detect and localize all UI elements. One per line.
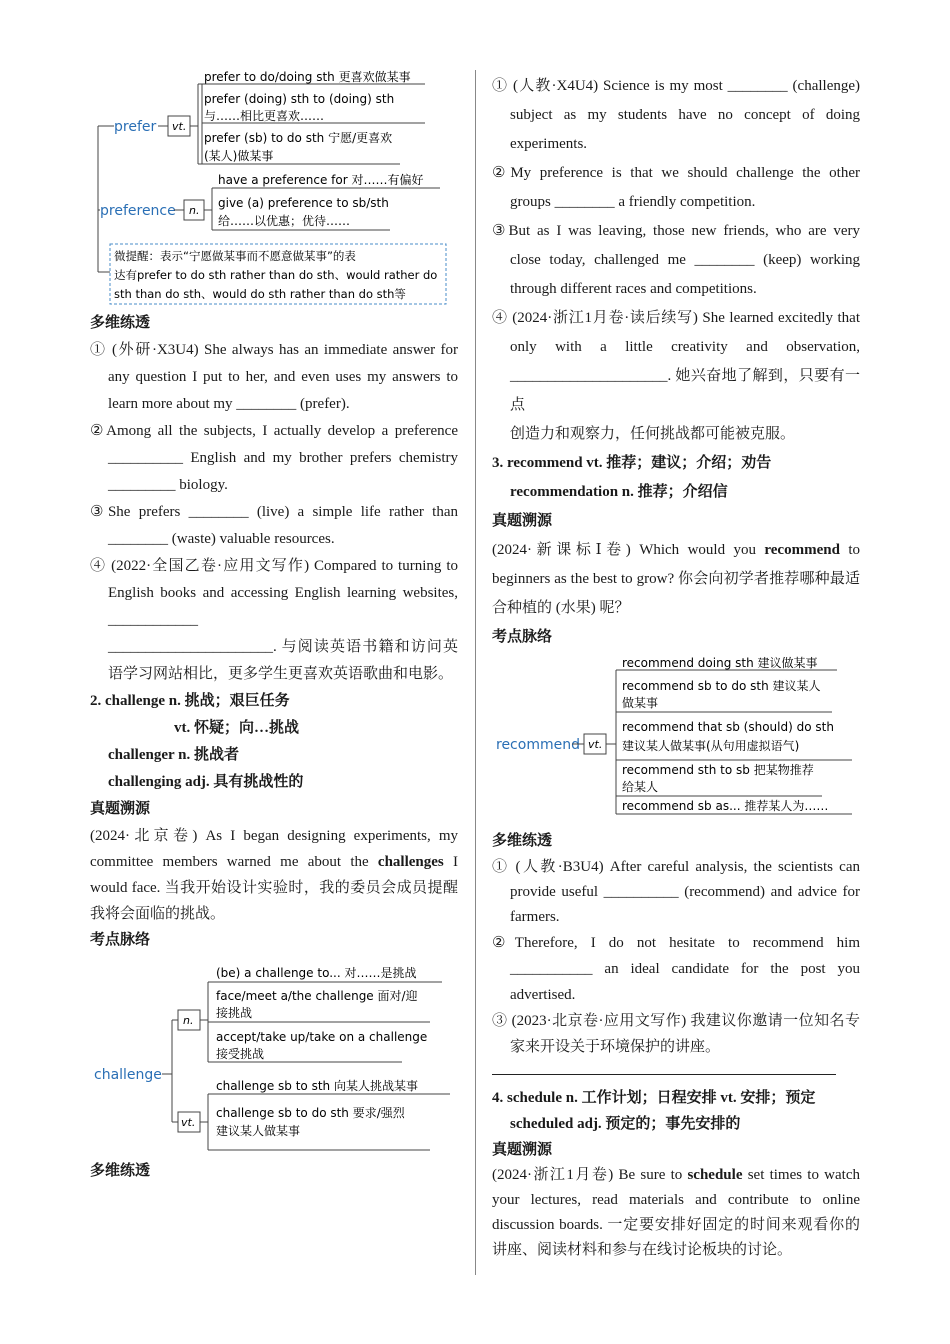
recommend-item-3: 做某事	[622, 696, 659, 710]
challenge-heading-2: vt. 怀疑；向…挑战	[174, 720, 299, 736]
challenge-n-item-4: accept/take up/take on a challenge	[216, 1030, 428, 1044]
practice-heading-1: 多维练透	[90, 315, 151, 331]
practice3-item-3: ③ (2023·北京卷·应用文写作) 我建议你邀请一位知名专家来开设关于环境保护的讲座。	[492, 1013, 860, 1055]
prefer-vt-item-3: 与……相比更喜欢……	[204, 109, 325, 123]
source-text-2-bold: recommend	[764, 542, 840, 558]
source-heading-2: 真题溯源	[492, 513, 553, 529]
recommend-item-7: 给某人	[622, 780, 659, 794]
practice2-item-4-cont: 创造力和观察力，任何挑战都可能被克服。	[510, 426, 796, 442]
preference-n-item-2: give (a) preference to sb/sth	[218, 196, 389, 210]
challenge-vt-item-2: challenge sb to do sth 要求/强烈	[216, 1106, 405, 1120]
points-heading-2: 考点脉络	[492, 629, 553, 645]
practice3-item-1: ① (人教·B3U4) After careful analysis, the scientists can provide useful __________ (recommend) and advice for farmers.	[492, 859, 860, 925]
practice1-item-4: ④ (2022·全国乙卷·应用文写作) Compared to turning to English books and accessing English learning websites, ____________	[90, 558, 458, 628]
recommend-vt-tag: vt.	[588, 738, 603, 751]
schedule-heading-2: scheduled adj. 预定的；事先安排的	[510, 1116, 741, 1132]
challenge-vt-item-1: challenge sb to sth 向某人挑战某事	[216, 1079, 418, 1093]
prefer-tip-line-1: 微提醒：表示“宁愿做某事而不愿意做某事”的表	[114, 249, 356, 263]
prefer-vt-item-2: prefer (doing) sth to (doing) sth	[204, 92, 395, 106]
source-text-2-post: to beginners as the best to grow? 你会向初学者推荐哪种最适合种植的 (水果) 呢？	[492, 542, 860, 616]
source-text-3-bold: schedule	[687, 1167, 743, 1183]
recommend-heading-2: recommendation n. 推荐；介绍信	[510, 484, 728, 500]
challenge-n-item-5: 接受挑战	[216, 1047, 265, 1061]
column-divider	[475, 70, 476, 1275]
practice3-item-2: ②Therefore, I do not hesitate to recommend him ___________ an ideal candidate for the post you advertised.	[492, 935, 860, 1003]
recommend-root: recommend	[496, 737, 580, 753]
challenge-heading-3: challenger n. 挑战者	[108, 747, 239, 763]
source-text-1-post: I would face. 当我开始设计实验时，我的委员会成员提醒我将会面临的挑战。	[90, 854, 458, 922]
source-text-2-pre: (2024·新课标Ⅰ卷) Which would you	[492, 542, 765, 558]
challenge-n-item-3: 接挑战	[216, 1006, 253, 1020]
prefer-diagram	[90, 60, 458, 306]
schedule-heading-1: 4. schedule n. 工作计划；日程安排 vt. 安排；预定	[492, 1090, 816, 1106]
prefer-tip-line-3: sth than do sth、would do sth rather than do sth等	[114, 287, 406, 301]
recommend-item-2: recommend sb to do sth 建议某人	[622, 679, 821, 693]
prefer-tip-line-2: 达有prefer to do sth rather than do sth、would rather do	[114, 268, 438, 282]
challenge-n-item-2: face/meet a/the challenge 面对/迎	[216, 989, 418, 1003]
source-text-3-post: set times to watch your lectures, read materials and contribute to online discussion boards. 一定要安排好固定的时间来观看你的讲座、阅读材料和参与在线讨论板块的讨论。	[492, 1167, 860, 1258]
recommend-item-4: recommend that sb (should) do sth	[622, 720, 834, 734]
practice3-answer-line	[492, 1060, 836, 1075]
challenge-n-tag: n.	[183, 1014, 194, 1027]
challenge-vt-item-3: 建议某人做某事	[216, 1124, 301, 1138]
points-heading-1: 考点脉络	[90, 932, 151, 948]
recommend-item-1: recommend doing sth 建议做某事	[622, 656, 818, 670]
source-text-2	[492, 536, 860, 623]
practice2-item-3: ③But as I was leaving, those new friends, who are very close today, challenged me ________ (keep) working through different races and competitions.	[492, 223, 860, 297]
left-column	[90, 60, 458, 1185]
source-heading-3: 真题溯源	[492, 1142, 553, 1158]
challenge-n-item-1: (be) a challenge to... 对……是挑战	[216, 966, 417, 980]
recommend-item-5: 建议某人做某事(从句用虚拟语气)	[622, 739, 800, 753]
recommend-item-6: recommend sth to sb 把某物推荐	[622, 763, 814, 777]
practice1-item-4-cont: ______________________. 与阅读英语书籍和访问英语学习网站相比，更多学生更喜欢英语歌曲和电影。	[108, 639, 458, 682]
prefer-vt-tag: vt.	[172, 120, 187, 133]
recommend-diagram	[492, 652, 860, 822]
source-text-1-bold: challenges	[377, 854, 444, 870]
challenge-diagram	[90, 954, 458, 1154]
right-column	[492, 72, 860, 1263]
preference-mid: preference	[100, 203, 176, 219]
recommend-heading-1: 3. recommend vt. 推荐；建议；介绍；劝告	[492, 455, 772, 471]
challenge-heading-4: challenging adj. 具有挑战性的	[108, 774, 304, 790]
source-heading-1: 真题溯源	[90, 801, 151, 817]
practice-heading-3: 多维练透	[492, 833, 553, 849]
prefer-vt-item-5: (某人)做某事	[204, 149, 274, 163]
practice1-item-2: ②Among all the subjects, I actually develop a preference __________ English and my brother prefers chemistry _________ biology.	[90, 423, 458, 493]
recommend-item-8: recommend sb as... 推荐某人为……	[622, 799, 829, 813]
source-text-1-pre: (2024·北京卷) As I began designing experiments, my committee members warned me about the	[90, 828, 458, 870]
challenge-vt-tag: vt.	[181, 1116, 196, 1129]
practice2-item-4: ④ (2024·浙江1月卷·读后续写) She learned excitedly that only with a little creativity and observation, _____________________. 她兴奋地了解到，只要有一点	[492, 310, 860, 413]
practice-heading-2: 多维练透	[90, 1163, 151, 1179]
prefer-vt-item-1: prefer to do/doing sth 更喜欢做某事	[204, 70, 411, 84]
preference-n-item-3: 给……以优惠；优待……	[218, 214, 351, 228]
source-text-1	[90, 823, 458, 927]
practice2-item-2: ②My preference is that we should challenge the other groups ________ a friendly competition.	[492, 165, 860, 210]
practice1-item-3: ③She prefers ________ (live) a simple life rather than ________ (waste) valuable resources.	[90, 504, 458, 547]
practice2-item-1: ① (人教·X4U4) Science is my most ________ (challenge) subject as my students have no concept of doing experiments.	[492, 78, 860, 152]
source-text-3-pre: (2024·浙江1月卷) Be sure to	[492, 1167, 688, 1183]
preference-n-tag: n.	[189, 204, 200, 217]
prefer-vt-item-4: prefer (sb) to do sth 宁愿/更喜欢	[204, 131, 393, 145]
preference-n-item-1: have a preference for 对……有偏好	[218, 173, 424, 187]
prefer-root: prefer	[114, 119, 157, 135]
challenge-heading-1: 2. challenge n. 挑战；艰巨任务	[90, 693, 290, 709]
challenge-root: challenge	[94, 1067, 162, 1083]
practice1-item-1: ① (外研·X3U4) She always has an immediate answer for any question I put to her, and even uses my answers to learn more about my ________ (prefer).	[90, 342, 458, 412]
source-text-3	[492, 1163, 860, 1263]
